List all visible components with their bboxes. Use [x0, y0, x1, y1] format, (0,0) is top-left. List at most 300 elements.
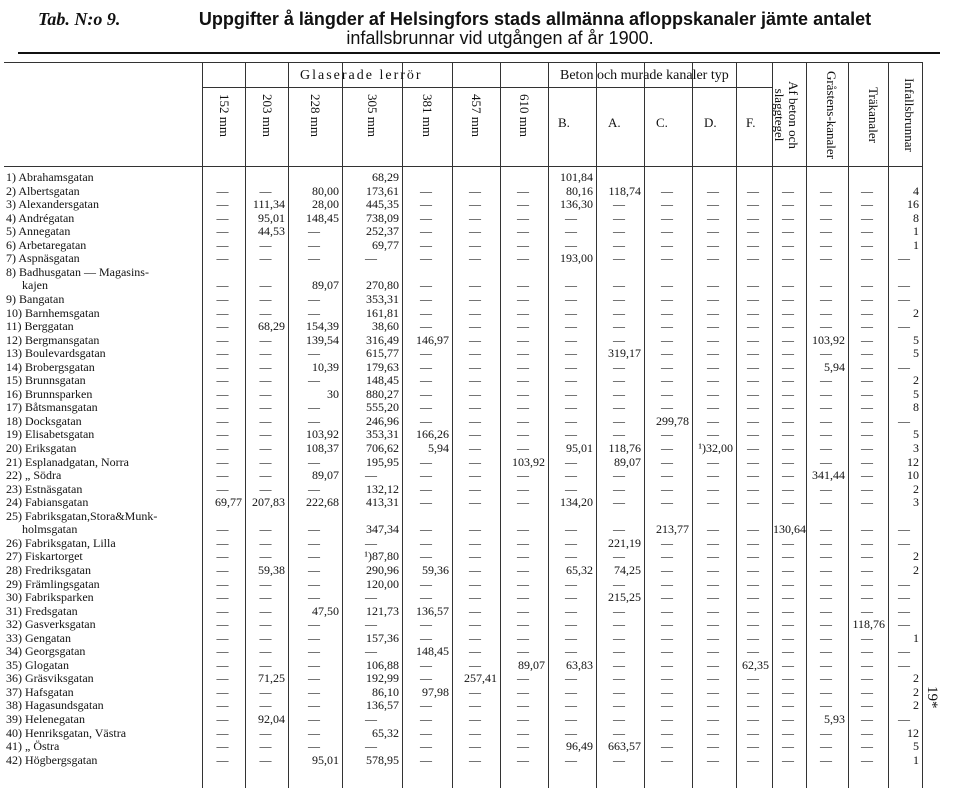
table-cell: —	[469, 400, 481, 415]
table-cell: —	[613, 671, 625, 686]
table-cell: —	[517, 671, 529, 686]
table-cell: 95,01	[312, 752, 339, 767]
table-cell: 63,83	[566, 657, 593, 672]
table-cell: —	[661, 617, 673, 632]
table-cell: —	[820, 671, 832, 686]
table-cell: —	[661, 427, 673, 442]
table-cell: —	[216, 684, 229, 699]
table-cell: —	[565, 725, 577, 740]
table-cell: —	[661, 644, 673, 659]
table-cell: —	[747, 359, 759, 374]
table-cell: 69,77	[372, 237, 399, 252]
glaserade-group-header: Glaserade lerrör	[300, 68, 423, 83]
table-cell: 62,35	[742, 657, 769, 672]
table-cell: —	[820, 535, 832, 550]
table-cell: —	[747, 454, 759, 469]
table-cell: —	[820, 522, 832, 537]
table-cell: —	[216, 468, 229, 483]
table-cell: —	[747, 346, 759, 361]
table-cell: —	[861, 739, 873, 754]
table-cell: —	[820, 752, 832, 767]
table-cell: —	[216, 712, 229, 726]
table-cell: —	[259, 725, 272, 740]
title-line-1: Uppgifter å längder af Helsingfors stads allmänna afloppskanaler jämte antalet	[198, 9, 872, 29]
table-cell: —	[469, 386, 481, 401]
table-cell: —	[898, 617, 910, 632]
table-cell: —	[565, 481, 577, 496]
table-cell: —	[747, 725, 759, 740]
table-cell: —	[861, 346, 873, 361]
table-cell: —	[308, 454, 320, 469]
table-cell: —	[259, 481, 272, 496]
street-name: 35) Glogatan	[6, 657, 69, 672]
table-cell: —	[661, 441, 673, 455]
street-name: 26) Fabriksgatan, Lilla	[6, 535, 116, 550]
table-cell: —	[469, 590, 481, 605]
table-cell: —	[707, 346, 719, 361]
table-cell: —	[820, 630, 832, 645]
table-cell: —	[420, 495, 432, 510]
table-cell: —	[707, 590, 719, 605]
table-cell: —	[782, 359, 794, 374]
table-cell: —	[707, 522, 719, 537]
table-cell: —	[469, 251, 481, 266]
table-cell: —	[820, 603, 832, 618]
table-cell: 132,12	[366, 481, 399, 496]
table-cell: —	[747, 698, 759, 713]
table-cell: —	[661, 576, 673, 591]
table-cell: —	[747, 576, 759, 591]
table-cell: —	[469, 630, 481, 645]
table-cell: —	[469, 183, 481, 198]
table-cell: —	[661, 562, 673, 577]
table-cell: —	[216, 603, 229, 618]
glaserade-col-header-1: 203 mm	[259, 94, 275, 137]
table-cell: 615,77	[366, 346, 399, 361]
table-cell: —	[469, 413, 481, 428]
title-rule	[18, 52, 940, 54]
table-cell: —	[782, 562, 794, 577]
table-cell: —	[469, 224, 481, 239]
table-cell: —	[216, 359, 229, 374]
table-cell: —	[517, 468, 529, 483]
table-cell: 215,25	[608, 590, 641, 605]
street-name: kajen	[22, 278, 48, 293]
table-cell: —	[216, 251, 229, 266]
table-cell: 89,07	[312, 468, 339, 483]
table-cell: 38,60	[372, 319, 399, 334]
table-cell: —	[420, 468, 432, 483]
table-cell: —	[861, 278, 873, 293]
table-cell: —	[861, 332, 873, 347]
table-cell: —	[216, 481, 229, 496]
table-cell: —	[259, 332, 272, 347]
table-cell: 148,45	[416, 644, 449, 659]
table-cell: 106,88	[366, 657, 399, 672]
table-cell: —	[216, 332, 229, 347]
table-cell: 59,38	[258, 562, 285, 577]
table-cell: —	[308, 576, 320, 591]
table-cell: —	[565, 752, 577, 767]
street-name: 25) Fabriksgatan,Stora&Munk-	[6, 508, 158, 523]
table-cell: —	[861, 386, 873, 401]
table-cell: 44,53	[258, 224, 285, 239]
table-cell: —	[469, 197, 481, 212]
table-cell: —	[661, 400, 673, 415]
table-cell: 154,39	[306, 319, 339, 334]
table-cell: —	[420, 549, 432, 564]
table-cell: —	[661, 346, 673, 361]
table-cell: 5,93	[824, 712, 845, 726]
table-cell: —	[420, 359, 432, 374]
table-cell: —	[469, 427, 481, 442]
table-cell: 222,68	[306, 495, 339, 510]
table-cell: —	[707, 210, 719, 225]
table-cell: —	[565, 373, 577, 388]
table-cell: —	[707, 576, 719, 591]
table-cell: —	[707, 386, 719, 401]
table-cell: —	[420, 617, 432, 632]
street-name: 30) Fabriksparken	[6, 590, 94, 605]
table-cell: —	[565, 522, 577, 537]
table-cell: —	[308, 630, 320, 645]
table-cell: —	[517, 413, 529, 428]
table-cell: —	[820, 698, 832, 713]
table-cell: —	[782, 305, 794, 320]
table-cell: —	[420, 251, 432, 266]
table-cell: —	[820, 481, 832, 496]
table-cell: —	[898, 413, 910, 428]
table-cell: 319,17	[608, 346, 641, 361]
table-cell: 193,00	[560, 251, 593, 266]
table-cell: —	[820, 278, 832, 293]
table-cell: —	[420, 712, 432, 726]
table-cell: —	[820, 237, 832, 252]
table-cell: —	[861, 359, 873, 374]
glaserade-col-header-5: 457 mm	[469, 94, 484, 137]
table-cell: 5	[913, 739, 919, 754]
table-cell: —	[707, 373, 719, 388]
table-cell: —	[661, 332, 673, 347]
table-cell: —	[613, 224, 625, 239]
table-cell: —	[308, 590, 320, 605]
table-cell: —	[898, 319, 910, 334]
table-cell: 1	[913, 224, 919, 239]
table-cell: —	[613, 698, 625, 713]
table-cell: —	[259, 183, 272, 198]
table-cell: —	[420, 373, 432, 388]
street-name: 42) Högbergsgatan	[6, 752, 98, 767]
table-cell: —	[259, 468, 272, 483]
table-cell: —	[661, 305, 673, 320]
table-cell: 121,73	[366, 603, 399, 618]
table-cell: 3	[913, 495, 919, 510]
table-cell: —	[517, 346, 529, 361]
street-name: 23) Estnäsgatan	[6, 481, 83, 496]
table-cell: 2	[913, 671, 919, 686]
table-cell: —	[747, 319, 759, 334]
table-cell: —	[469, 522, 481, 537]
table-cell: —	[707, 481, 719, 496]
street-name: 19) Elisabetsgatan	[6, 427, 95, 442]
table-cell: —	[747, 427, 759, 442]
table-cell: —	[898, 251, 910, 266]
table-cell: —	[820, 346, 832, 361]
table-cell: —	[565, 278, 577, 293]
table-cell: 103,92	[512, 454, 545, 469]
table-cell: —	[216, 291, 229, 306]
table-cell: —	[469, 332, 481, 347]
table-cell: —	[861, 644, 873, 659]
street-name: 41) „ Östra	[6, 739, 60, 754]
table-cell: 47,50	[312, 603, 339, 618]
table-cell: —	[259, 386, 272, 401]
street-name: 14) Brobergsgatan	[6, 359, 95, 374]
table-cell: 157,36	[366, 630, 399, 645]
table-cell: —	[747, 251, 759, 266]
table-cell: —	[861, 251, 873, 266]
street-name: 7) Aspnäsgatan	[6, 251, 80, 266]
table-cell: —	[661, 698, 673, 713]
table-cell: —	[216, 386, 229, 401]
table-cell: —	[469, 291, 481, 306]
table-cell: —	[820, 617, 832, 632]
table-cell: —	[613, 386, 625, 401]
table-cell: —	[613, 684, 625, 699]
table-cell: —	[259, 237, 272, 252]
table-cell: —	[707, 657, 719, 672]
table-cell: 74,25	[614, 562, 641, 577]
table-cell: 103,92	[306, 427, 339, 442]
table-cell: —	[565, 698, 577, 713]
table-cell: —	[259, 752, 272, 767]
table-cell: —	[782, 210, 794, 225]
table-cell: —	[661, 468, 673, 483]
table-cell: —	[308, 251, 320, 266]
table-cell: 270,80	[366, 278, 399, 293]
table-cell: —	[861, 413, 873, 428]
table-cell: —	[782, 468, 794, 483]
table-cell: —	[565, 590, 577, 605]
table-cell: —	[517, 441, 529, 455]
table-cell: —	[469, 210, 481, 225]
table-cell: —	[782, 197, 794, 212]
table-cell: —	[308, 373, 320, 388]
table-cell: 95,01	[566, 441, 593, 455]
table-cell: —	[517, 278, 529, 293]
table-cell: 65,32	[566, 562, 593, 577]
table-cell: —	[259, 535, 272, 550]
extra-col-header-0: Af beton och slaggtegel	[772, 81, 801, 149]
table-cell: —	[308, 562, 320, 577]
table-cell: —	[613, 332, 625, 347]
table-cell: —	[861, 305, 873, 320]
table-cell: —	[747, 495, 759, 510]
table-cell: 8	[913, 400, 919, 415]
table-cell: —	[661, 657, 673, 672]
table-cell: —	[565, 468, 577, 483]
table-cell: —	[747, 739, 759, 754]
table-cell: —	[565, 332, 577, 347]
table-cell: —	[565, 210, 577, 225]
table-cell: —	[565, 291, 577, 306]
table-cell: —	[517, 603, 529, 618]
table-cell: —	[661, 603, 673, 618]
beton-col-header-4: F.	[746, 115, 756, 130]
table-cell: —	[259, 278, 272, 293]
table-cell: 5,94	[428, 441, 449, 455]
table-cell: —	[782, 319, 794, 334]
table-cell: 192,99	[366, 671, 399, 686]
table-cell: —	[469, 454, 481, 469]
table-cell: —	[469, 657, 481, 672]
table-cell: —	[707, 454, 719, 469]
table-cell: 1	[913, 237, 919, 252]
table-cell: —	[259, 590, 272, 605]
table-cell: —	[661, 495, 673, 510]
table-cell: —	[517, 739, 529, 754]
table-cell: 166,26	[416, 427, 449, 442]
table-cell: —	[782, 671, 794, 686]
table-cell: 136,30	[560, 197, 593, 212]
table-cell: —	[565, 319, 577, 334]
table-cell: —	[747, 224, 759, 239]
table-cell: —	[420, 657, 432, 672]
table-cell: —	[782, 278, 794, 293]
table-cell: —	[820, 495, 832, 510]
table-cell: —	[747, 468, 759, 483]
table-cell: —	[308, 535, 320, 550]
table-cell: —	[565, 535, 577, 550]
table-cell: —	[259, 413, 272, 428]
table-cell: —	[259, 305, 272, 320]
table-cell: —	[782, 603, 794, 618]
extra-col-header-2: Träkanaler	[866, 87, 881, 143]
table-cell: —	[613, 576, 625, 591]
table-cell: 173,61	[366, 183, 399, 198]
table-cell: —	[613, 400, 625, 415]
table-cell: —	[259, 576, 272, 591]
table-cell: —	[820, 305, 832, 320]
street-name: 3) Alexandersgatan	[6, 197, 99, 212]
table-cell: —	[259, 454, 272, 469]
table-cell: —	[469, 549, 481, 564]
table-cell: 80,16	[566, 183, 593, 198]
table-cell: 179,63	[366, 359, 399, 374]
table-cell: 252,37	[366, 224, 399, 239]
table-cell: —	[613, 630, 625, 645]
table-cell: —	[898, 535, 910, 550]
table-cell: —	[565, 617, 577, 632]
table-cell: —	[308, 657, 320, 672]
beton-col-header-3: D.	[704, 115, 717, 130]
street-name: 21) Esplanadgatan, Norra	[6, 454, 129, 469]
table-cell: —	[308, 644, 320, 659]
street-name: 24) Fabiansgatan	[6, 495, 89, 510]
table-cell: 221,19	[608, 535, 641, 550]
table-cell: 195,95	[366, 454, 399, 469]
table-cell: —	[747, 332, 759, 347]
table-cell: —	[613, 481, 625, 496]
table-cell: 59,36	[422, 562, 449, 577]
table-cell: —	[861, 576, 873, 591]
table-cell: —	[820, 400, 832, 415]
table-cell: —	[613, 291, 625, 306]
table-cell: —	[420, 739, 432, 754]
extra-col-header-3: Infallsbrunnar	[902, 78, 917, 152]
table-cell: 2	[913, 481, 919, 496]
table-cell: —	[707, 549, 719, 564]
table-cell: —	[216, 346, 229, 361]
table-cell: —	[613, 617, 625, 632]
table-cell: —	[661, 454, 673, 469]
table-cell: —	[782, 739, 794, 754]
table-cell: —	[782, 684, 794, 699]
table-cell: —	[820, 441, 832, 455]
table-cell: —	[820, 590, 832, 605]
table-cell: —	[469, 576, 481, 591]
table-cell: —	[747, 630, 759, 645]
table-cell: —	[861, 454, 873, 469]
table-cell: —	[661, 373, 673, 388]
table-cell: —	[420, 576, 432, 591]
table-cell: —	[420, 305, 432, 320]
table-cell: —	[517, 291, 529, 306]
table-cell: —	[469, 237, 481, 252]
table-cell: —	[747, 535, 759, 550]
street-name: 4) Andrégatan	[6, 210, 75, 225]
table-cell: —	[747, 522, 759, 537]
table-cell: —	[820, 386, 832, 401]
table-cell: —	[707, 197, 719, 212]
table-cell: —	[420, 725, 432, 740]
table-cell: —	[861, 522, 873, 537]
table-cell: 68,29	[372, 170, 399, 184]
table-cell: —	[420, 197, 432, 212]
street-name: 1) Abrahamsgatan	[6, 170, 94, 184]
table-cell: —	[898, 603, 910, 618]
table-cell: —	[707, 237, 719, 252]
table-cell: —	[782, 346, 794, 361]
street-name: 29) Främlingsgatan	[6, 576, 100, 591]
table-cell: —	[898, 644, 910, 659]
table-cell: —	[613, 603, 625, 618]
table-cell: —	[308, 712, 320, 726]
table-cell: 10	[907, 468, 919, 483]
table-cell: 5	[913, 332, 919, 347]
table-cell: —	[469, 725, 481, 740]
table-cell: —	[747, 590, 759, 605]
table-cell: —	[861, 197, 873, 212]
table-cell: —	[661, 210, 673, 225]
table-cell: 65,32	[372, 725, 399, 740]
table-cell: —	[469, 739, 481, 754]
table-cell: —	[661, 712, 673, 726]
table-cell: —	[517, 617, 529, 632]
table-cell: —	[613, 197, 625, 212]
table-cell: —	[661, 752, 673, 767]
table-cell: 8	[913, 210, 919, 225]
table-cell: —	[517, 549, 529, 564]
table-cell: —	[308, 346, 320, 361]
table-cell: —	[216, 752, 229, 767]
table-cell: —	[259, 657, 272, 672]
table-cell: —	[259, 549, 272, 564]
table-cell: —	[517, 251, 529, 266]
table-cell: —	[613, 413, 625, 428]
table-cell: ¹)32,00	[698, 441, 733, 455]
table-cell: —	[898, 291, 910, 306]
